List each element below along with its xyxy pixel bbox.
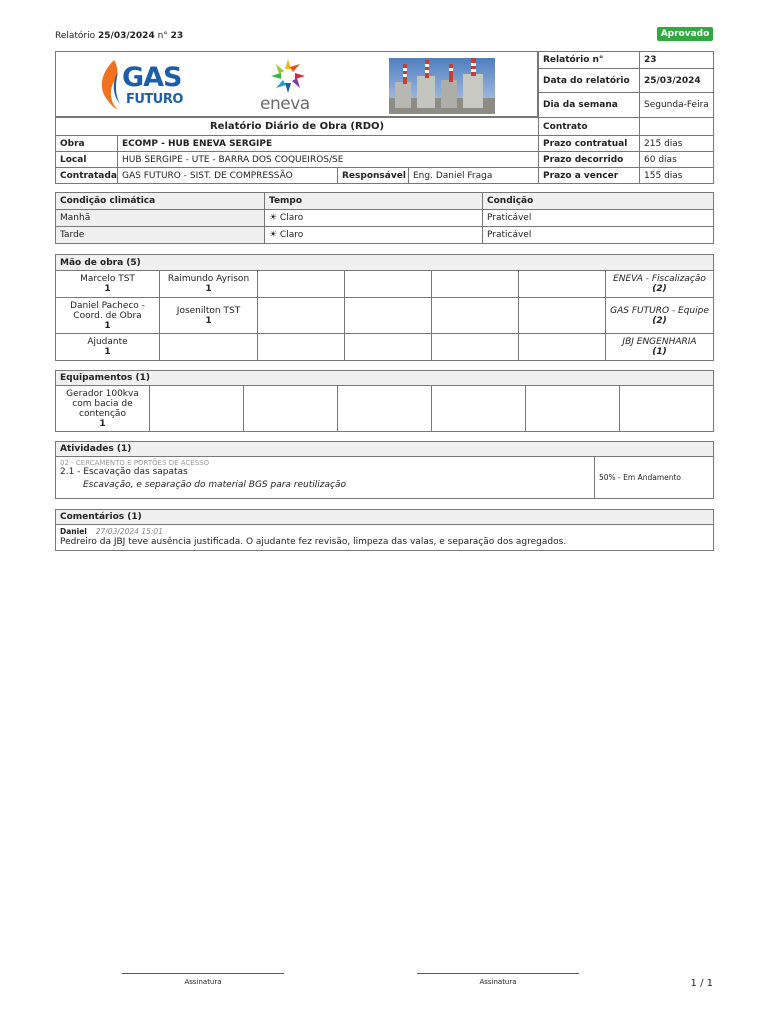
empty-cell <box>432 298 519 334</box>
responsavel-label: Responsável <box>338 168 409 184</box>
empty-cell <box>345 298 432 334</box>
comentarios-table <box>55 509 714 551</box>
worker-name: Daniel Pacheco - Coord. de Obra <box>70 300 145 321</box>
worker-qty: 1 <box>205 315 212 326</box>
clima-periodo: Manhã <box>56 210 265 227</box>
group-name: JBJ ENGENHARIA <box>622 337 697 347</box>
group-name: ENEVA - Fiscalização <box>613 274 706 284</box>
clima-condicao: Praticável <box>483 210 714 227</box>
worker-cell <box>160 298 258 334</box>
empty-cell <box>519 334 606 361</box>
contratada-label: Contratada <box>56 168 118 184</box>
signature-label-2: Assinatura <box>479 978 517 986</box>
eneva-logo <box>256 58 326 114</box>
page-title: Relatório Diário de Obra (RDO) <box>56 118 539 136</box>
status-badge: Aprovado <box>657 27 713 41</box>
obra-value: ECOMP - HUB ENEVA SERGIPE <box>118 136 539 152</box>
signature-line-2 <box>417 973 579 974</box>
empty-cell <box>432 334 519 361</box>
worker-cell <box>56 271 160 298</box>
worker-qty: 1 <box>104 320 111 331</box>
contrato-label: Contrato <box>539 118 640 136</box>
report-heading-number: 23 <box>170 31 184 41</box>
group-cell <box>606 334 714 361</box>
activity-group: 02 - CERCAMENTO E PORTÕES DE ACESSO <box>60 459 210 467</box>
group-cell <box>606 271 714 298</box>
comentarios-title: Comentários (1) <box>56 510 714 525</box>
logo-area <box>55 51 538 117</box>
report-heading-date: 25/03/2024 <box>98 31 155 41</box>
worker-cell <box>56 334 160 361</box>
equipamentos-table <box>55 370 714 432</box>
prazo-vencer-value: 155 dias <box>640 168 714 184</box>
obra-label: Obra <box>56 136 118 152</box>
activity-desc: Escavação, e separação do material BGS para reutilização <box>83 480 346 490</box>
empty-cell <box>345 271 432 298</box>
eneva-logo-text: eneva <box>260 94 310 114</box>
atividades-table <box>55 441 714 499</box>
empty-cell <box>244 386 338 432</box>
empty-cell <box>338 386 432 432</box>
contratada-value: GAS FUTURO - SIST. DE COMPRESSÃO <box>118 168 338 184</box>
worker-cell <box>160 271 258 298</box>
gas-futuro-logo <box>96 58 196 112</box>
empty-cell <box>620 386 714 432</box>
data-value: 25/03/2024 <box>640 69 714 93</box>
empty-cell <box>160 334 258 361</box>
empty-cell <box>258 334 345 361</box>
prazo-contratual-value: 215 dias <box>640 136 714 152</box>
prazo-decorrido-value: 60 dias <box>640 152 714 168</box>
empty-cell <box>345 334 432 361</box>
gas-logo-line2: FUTURO <box>126 92 183 107</box>
clima-col2: Tempo <box>265 193 483 210</box>
worker-name: Ajudante <box>87 337 128 347</box>
equipment-name: Gerador 100kva com bacia de contenção <box>66 388 139 419</box>
clima-col1: Condição climática <box>56 193 265 210</box>
comment-cell <box>56 525 714 551</box>
clima-tempo: ☀ Claro <box>265 210 483 227</box>
mao-obra-table <box>55 254 714 361</box>
worker-name: Josenilton TST <box>176 305 241 316</box>
group-qty: (2) <box>652 284 667 294</box>
clima-row <box>56 210 714 227</box>
empty-cell <box>258 298 345 334</box>
group-qty: (2) <box>652 315 667 326</box>
empty-cell <box>258 271 345 298</box>
worker-qty: 1 <box>104 347 111 357</box>
worker-qty: 1 <box>205 284 212 294</box>
contrato-value <box>640 118 714 136</box>
prazo-contratual-label: Prazo contratual <box>539 136 640 152</box>
empty-cell <box>432 271 519 298</box>
prazo-vencer-label: Prazo a vencer <box>539 168 640 184</box>
comment-datetime: 27/03/2024 15:01 <box>95 527 163 536</box>
clima-tempo: ☀ Claro <box>265 227 483 244</box>
dia-value: Segunda-Feira <box>640 93 714 118</box>
sun-icon <box>268 58 308 94</box>
prazo-decorrido-label: Prazo decorrido <box>539 152 640 168</box>
equipment-qty: 1 <box>99 418 106 429</box>
worker-name: Marcelo TST <box>80 274 135 284</box>
clima-table <box>55 192 714 244</box>
plant-photo <box>389 58 495 114</box>
header-right-table <box>538 51 714 118</box>
empty-cell <box>526 386 620 432</box>
group-name: GAS FUTURO - Equipe <box>610 305 709 316</box>
header-info-table <box>55 117 714 184</box>
relatorio-value: 23 <box>640 52 714 69</box>
signature-line-1 <box>122 973 284 974</box>
equipamentos-title: Equipamentos (1) <box>56 371 714 386</box>
empty-cell <box>519 271 606 298</box>
signature-label-1: Assinatura <box>184 978 222 986</box>
clima-condicao: Praticável <box>483 227 714 244</box>
group-cell <box>606 298 714 334</box>
local-value: HUB SERGIPE - UTE - BARRA DOS COQUEIROS/SE <box>118 152 539 168</box>
header-block <box>55 51 713 184</box>
comment-author: Daniel <box>60 527 87 536</box>
report-heading: Relatório 25/03/2024 n° 23 <box>55 31 184 41</box>
comment-text: Pedreiro da JBJ teve ausência justificada. O ajudante fez revisão, limpeza das valas, e separação dos agregados. <box>60 537 567 547</box>
data-label: Data do relatório <box>539 69 640 93</box>
atividades-title: Atividades (1) <box>56 442 714 457</box>
activity-status: 50% - Em Andamento <box>595 457 714 499</box>
responsavel-value: Eng. Daniel Fraga <box>409 168 539 184</box>
relatorio-label: Relatório n° <box>539 52 640 69</box>
activity-item: 2.1 - Escavação das sapatas <box>60 467 188 477</box>
clima-col3: Condição <box>483 193 714 210</box>
gas-logo-line1: GAS <box>122 62 182 93</box>
empty-cell <box>432 386 526 432</box>
group-qty: (1) <box>652 347 667 357</box>
empty-cell <box>150 386 244 432</box>
empty-cell <box>519 298 606 334</box>
clima-row <box>56 227 714 244</box>
clima-periodo: Tarde <box>56 227 265 244</box>
page-number: 1 / 1 <box>690 978 713 989</box>
mao-obra-title: Mão de obra (5) <box>56 255 714 271</box>
worker-qty: 1 <box>104 284 111 294</box>
activity-cell <box>56 457 595 499</box>
worker-name: Raimundo Ayrison <box>167 274 250 284</box>
local-label: Local <box>56 152 118 168</box>
dia-label: Dia da semana <box>539 93 640 118</box>
worker-cell <box>56 298 160 334</box>
equipment-cell <box>56 386 150 432</box>
